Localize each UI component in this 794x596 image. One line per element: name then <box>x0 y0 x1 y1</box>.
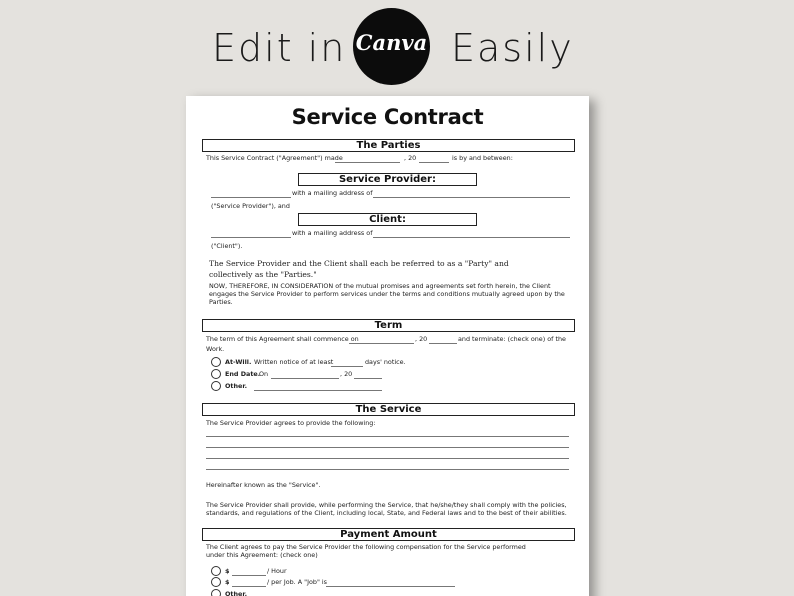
at-will-label: At-Will. <box>225 358 252 366</box>
service-known: Hereinafter known as the "Service". <box>206 481 321 489</box>
other-payment-checkbox[interactable] <box>211 589 221 596</box>
end-date-year: , 20 <box>340 370 353 378</box>
job-description-field[interactable] <box>326 586 455 587</box>
banner-left-text: Edit in <box>212 26 347 70</box>
term-terminate: and terminate: (check one) of the <box>458 335 566 343</box>
service-line-2[interactable] <box>206 447 569 448</box>
payment-heading: Payment Amount <box>202 528 575 541</box>
client-heading: Client: <box>298 213 477 226</box>
end-date-label: End Date. <box>225 370 261 378</box>
service-provider-heading: Service Provider: <box>298 173 477 186</box>
term-heading: Term <box>202 319 575 332</box>
per-job-text: / per Job. A "Job" is <box>267 578 328 586</box>
term-start-date-field[interactable] <box>349 343 414 344</box>
parties-heading: The Parties <box>202 139 575 152</box>
notice-days-field[interactable] <box>331 366 363 367</box>
client-name-field[interactable] <box>211 237 291 238</box>
hourly-rate-field[interactable] <box>232 575 266 576</box>
provider-mailing-label: with a mailing address of <box>292 189 373 197</box>
service-line-4[interactable] <box>206 469 569 470</box>
other-term-field[interactable] <box>254 390 382 391</box>
at-will-checkbox[interactable] <box>211 357 221 367</box>
parties-intro-tail: is by and between: <box>452 154 513 162</box>
provider-label: ("Service Provider"), and <box>211 202 290 210</box>
payment-intro: The Client agrees to pay the Service Provider the following compensation for the Service performed under this Agreement: (check one) <box>206 543 526 559</box>
client-mailing-label: with a mailing address of <box>292 229 373 237</box>
other-term-label: Other. <box>225 382 248 390</box>
hourly-checkbox[interactable] <box>211 566 221 576</box>
term-commence: The term of this Agreement shall commence on <box>206 335 359 343</box>
service-comply: The Service Provider shall provide, while performing the Service, that he/she/they shall comply with the policies, standards, and regulations of the Client, including local, State, and Federal laws and to the best of their abilities. <box>206 501 567 517</box>
client-address-field[interactable] <box>373 237 570 238</box>
end-date-year-field[interactable] <box>354 378 382 379</box>
service-intro: The Service Provider agrees to provide the following: <box>206 419 376 427</box>
parties-intro: This Service Contract ("Agreement") made <box>206 154 343 162</box>
per-job-prefix: $ <box>225 578 230 586</box>
per-job-checkbox[interactable] <box>211 577 221 587</box>
canva-logo-text: Canva <box>355 30 428 55</box>
service-line-1[interactable] <box>206 436 569 437</box>
other-term-checkbox[interactable] <box>211 381 221 391</box>
collective-paragraph: The Service Provider and the Client shall each be referred to as a "Party" and collectively as the "Parties." <box>209 259 509 279</box>
hourly-prefix: $ <box>225 567 230 575</box>
banner-right-text: Easily <box>451 26 574 70</box>
provider-address-field[interactable] <box>373 197 570 198</box>
consideration-paragraph: NOW, THEREFORE, IN CONSIDERATION of the mutual promises and agreements set forth herein, the Client engages the Service Provider to perform services under the terms and conditions mutually agreed upon by the Parties. <box>209 282 565 306</box>
banner <box>0 6 794 86</box>
contract-page <box>186 96 589 596</box>
hourly-text: / Hour <box>267 567 287 575</box>
provider-name-field[interactable] <box>211 197 291 198</box>
end-date-field[interactable] <box>271 378 339 379</box>
at-will-text: Written notice of at least <box>254 358 334 366</box>
other-payment-label: Other. <box>225 590 248 596</box>
client-label: ("Client"). <box>211 242 243 250</box>
end-date-text: On <box>259 370 269 378</box>
per-job-rate-field[interactable] <box>232 586 266 587</box>
term-year-field[interactable] <box>429 343 457 344</box>
canva-logo <box>353 8 430 85</box>
at-will-tail: days' notice. <box>365 358 406 366</box>
term-work: Work. <box>206 345 225 353</box>
contract-title: Service Contract <box>291 105 484 129</box>
agreement-date-field[interactable] <box>335 162 400 163</box>
agreement-year-field[interactable] <box>419 162 449 163</box>
service-heading: The Service <box>202 403 575 416</box>
term-year: , 20 <box>415 335 428 343</box>
end-date-checkbox[interactable] <box>211 369 221 379</box>
parties-intro-year: , 20 <box>404 154 417 162</box>
service-line-3[interactable] <box>206 458 569 459</box>
